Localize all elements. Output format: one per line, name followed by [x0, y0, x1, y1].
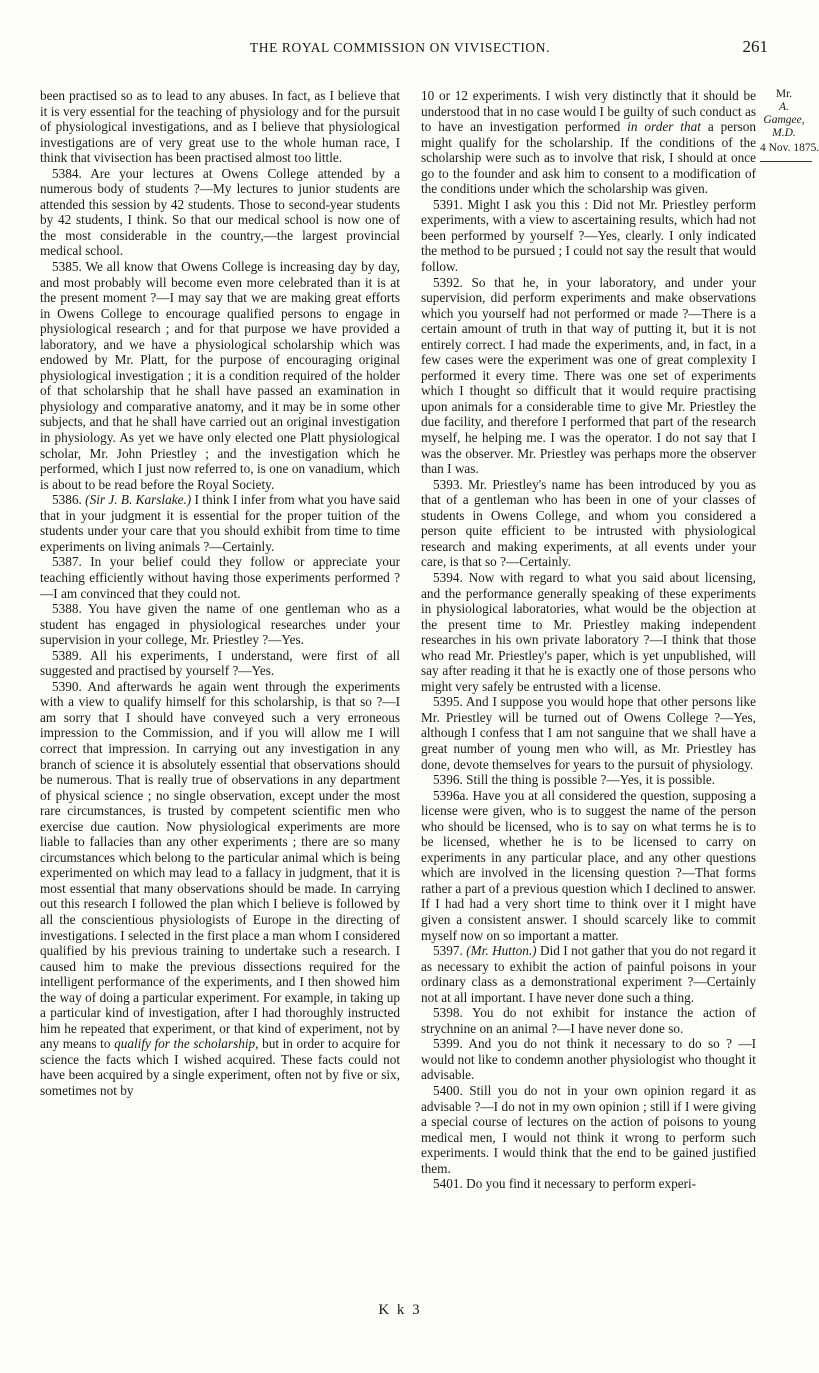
- question-text: I think I infer from what you have said that in your judgment it is essential for the proper tuition of the students under your care that you should exhibit from time to time experiments on living animals ?—Certainly.: [40, 492, 401, 554]
- paragraph: 5387. In your belief could they follow or appreciate your teaching efficiently without having those experiments performed ?—I am convinced that they could not.: [40, 554, 400, 601]
- left-column: [40, 88, 400, 1099]
- running-title: THE ROYAL COMMISSION ON VIVISECTION.: [249, 40, 551, 55]
- question-number: 5386.: [52, 492, 86, 508]
- witness-degree: M.D.: [772, 127, 796, 139]
- paragraph: 5401. Do you find it necessary to perform experi-: [433, 1176, 697, 1192]
- paragraph: 5396a. Have you at all considered the question, supposing a license were given, who is to suggest the name of the person who should be licensed, who is to say on what terms he is to be licensed, whether he is to be licensed to carry on experiments in any particular place, and any other questions which are involved in the licensing question ?—That forms rather a part of a previous question which I declined to answer. If I had had a very short time to think over it I might have given a consistent answer. I should scarcely like to commit myself now on so important a matter.: [421, 787, 756, 943]
- paragraph: [40, 679, 400, 1099]
- margin-rule: [760, 161, 812, 162]
- paragraph: 5399. And you do not think it necessary to do so ? —I would not like to condemn another physiologist who thought it advisable.: [421, 1036, 756, 1083]
- paragraph: 5396. Still the thing is possible ?—Yes, it is possible.: [433, 772, 716, 788]
- speaker-name: (Sir J. B. Karslake.): [85, 492, 192, 508]
- margin-note: [760, 88, 819, 162]
- answer-text-end: a person might qualify for the scholarship. If the conditions of the scholarship were such as to involve that risk, I should at once go to the founder and ask him to consent to a modification of the conditions under which the scholarship was given.: [421, 119, 756, 197]
- witness-name: A. Gamgee,: [763, 101, 805, 126]
- answer-text-end: but in order to acquire for science the facts which I wished acquired. These facts could not have been acquired by a single experiment, often not by five or six, sometimes not by: [40, 1036, 400, 1098]
- question-text: Did I not gather that you do not regard it as necessary to exhibit the action of painful poisons in your ordinary class as a demonstrational experiment ?—Certainly not at all important. I have never done such a thing.: [421, 943, 757, 1005]
- witness-title: Mr.: [775, 88, 793, 100]
- paragraph: 5393. Mr. Priestley's name has been introduced by you as that of a gentleman who has been in one of your classes of students in Owens College, and whom you considered a person quite efficient to be intrusted with physiological research and making experiments, at all events under your care, is that so ?—Certainly.: [421, 476, 756, 570]
- right-column: [421, 88, 756, 1192]
- paragraph: 5389. All his experiments, I understand, were first of all suggested and practised by yourself ?—Yes.: [40, 647, 400, 679]
- paragraph: 5385. We all know that Owens College is increasing day by day, and most probably will become even more celebrated than it is at the present moment ?—I may say that we are making great efforts in Owens College to encourage qualified persons to engage in physiological research ; and for that purpose we have provided a laboratory, and we have a physiological scholarship which was endowed by Mr. Platt, for the purpose of encouraging original physiological investigation ; it is a condition required of the holder of that scholarship that he shall have passed an examination in physiology and comparative anatomy, and it may be in some other subjects, and that he shall have carried out an original investigation in physiology. As yet we have only elected one Platt physiological scholar, Mr. John Priestley ; and the investigation which he performed, which I just now referred to, is one on vanadium, which is about to be read before the Royal Society.: [40, 259, 400, 492]
- answer-text: 5390. And afterwards he again went through the experiments with a view to qualify himself for this scholarship, is that so ?—I am sorry that I should have conveyed such a very erroneous impression to the Commission, and if you will allow me I will correct that impression. In carrying out any investigation in any branch of science it is absolutely essential that observations should be numerous. That is really true of observations in any department of physical science ; no single observation, except under the most rare circumstances, is trusted by competent scientific men who exercise due caution. Now physiological experiments are more liable to fallacies than any other experiments ; there are so many circumstances which belong to the particular animal which is being experimented on which may lead to a fallacy in judgment, that it is most essential that many observations should be made. In carrying out this research I followed the plan which I believe is followed by all the conscientious physiologists of Europe in the directing of investigations. I selected in the first place a man whom I considered qualified by his previous training to undertake such a research. I caused him to make the previous dissections required for the intelligent performance of the experiments, and I then showed him the way of doing a particular experiment. For example, in taking up a particular kind of investigation, after I had thoroughly instructed him he repeated that experiment, or that kind of experiment, not by any means to: [40, 678, 400, 1052]
- question-number: 5397.: [433, 943, 467, 959]
- page-number: 261: [742, 37, 768, 56]
- paragraph: 5395. And I suppose you would hope that other persons like Mr. Priestley will be turned out of Owens College ?—Yes, although I confess that I am not sanguine that we shall have a great number of young men who will, as Mr. Priestley has done, devote themselves for years to the pursuit of physiology.: [421, 694, 756, 772]
- paragraph: 5394. Now with regard to what you said about licensing, and the performance generally speaking of these experiments in physiological laboratories, what would be the objection at the present time to Mr. Priestley making independent researches in his own private laboratory ?—I think that those who read Mr. Priestley's paper, which is yet unpublished, will say after reading it that he is exactly one of those persons who might very safely be entrusted with a license.: [421, 569, 756, 694]
- paragraph: 5392. So that he, in your laboratory, and under your supervision, did perform experiments and make observations which you yourself had not performed or made ?—There is a certain amount of truth in that way of putting it, but it is not entirely correct. I had made the experiments, and, in fact, in a few cases were the experiment was one of great complexity I performed it every time. There was one set of experiments which I thought so difficult that it would require practising upon animals for a considerable time to give Mr. Priestley the due facility, and therefore I performed that part of the research myself, he helping me. I was the operator. I do not say that I was the observer. Mr. Priestley was perhaps more the observer than I was.: [421, 274, 756, 477]
- paragraph: [421, 943, 756, 1005]
- speaker-name: (Mr. Hutton.): [466, 943, 537, 959]
- emphasis-text: qualify for the scholarship,: [114, 1036, 259, 1052]
- paragraph: 5391. Might I ask you this : Did not Mr. Priestley perform experiments, with a view to ascertaining results, which had not been performed by yourself ?—Yes, clearly. I only indicated the method to be pursued ; I could not say the result that would follow.: [421, 196, 756, 275]
- paragraph: [40, 492, 400, 554]
- paragraph: 5388. You have given the name of one gentleman who as a student has engaged in physiological researches under your supervision in your college, Mr. Priestley ?—Yes.: [40, 601, 400, 648]
- paragraph: 5384. Are your lectures at Owens College attended by a numerous body of students ?—My lectures to junior students are attended this session by 42 students. Those to second-year students by 42 students, I think. So that our medical school is now one of the most considerable in the country,—the largest provincial medical school.: [40, 165, 400, 259]
- answer-text: 10 or 12 experiments. I wish very distinctly that it should be understood that in no case would I be guilty of such conduct as to have an investigation performed: [421, 88, 756, 135]
- paragraph: 5398. You do not exhibit for instance the action of strychnine on an animal ?—I have never done so.: [421, 1005, 756, 1036]
- emphasis-text: in order that: [627, 119, 701, 135]
- page-header: [40, 37, 768, 64]
- paragraph: 5400. Still you do not in your own opinion regard it as advisable ?—I do not in my own opinion ; still if I were giving a special course of lectures on the action of poisons to young medical men, I would not think it wrong to perform such experiments. I would think that the end to be gained justified them.: [421, 1083, 756, 1176]
- paragraph: [421, 88, 756, 197]
- session-date: 4 Nov. 1875.: [760, 142, 819, 154]
- paragraph: been practised so as to lead to any abuses. In fact, as I believe that it is very essential for the teaching of physiology and for the pursuit of physiological investigations, and as I believe that physiological investigations are of very great use to the whole human race, I think that vivisection has been practised almost too little.: [40, 88, 400, 166]
- signature-mark: K k 3: [378, 1302, 422, 1318]
